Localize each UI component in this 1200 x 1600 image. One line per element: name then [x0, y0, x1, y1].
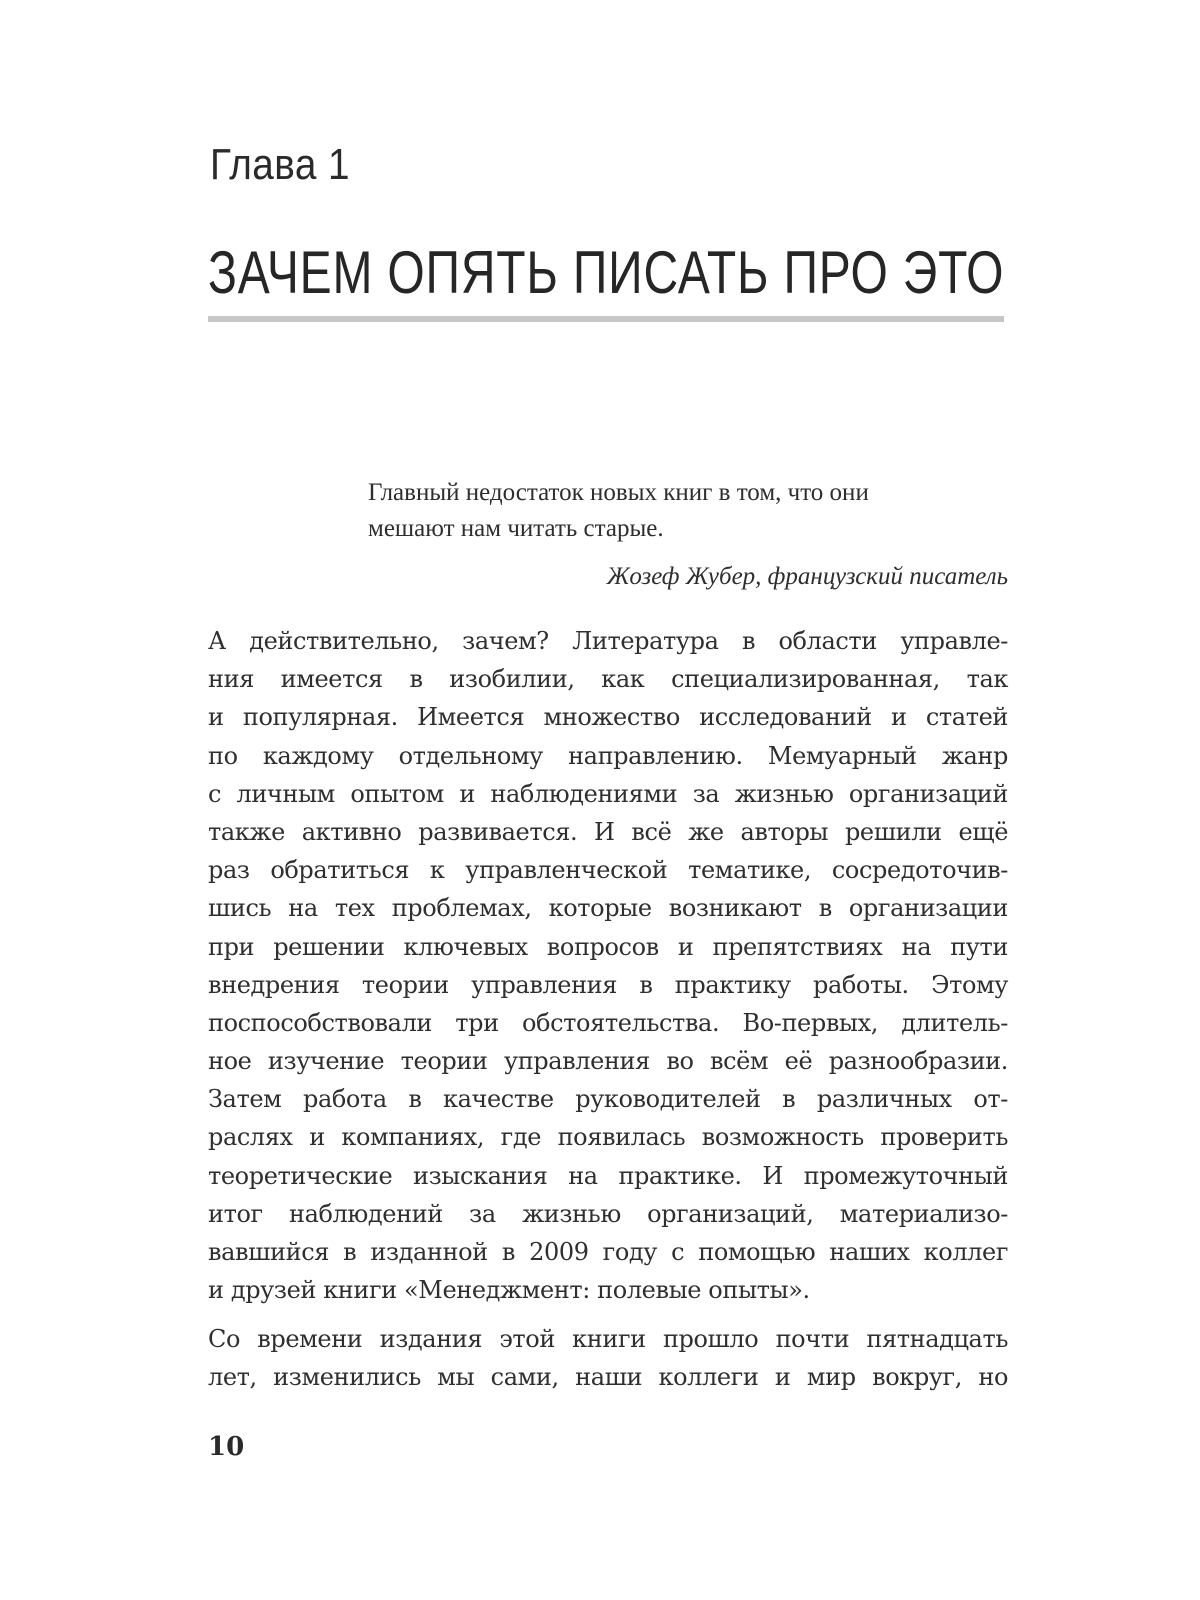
epigraph-line: мешают нам читать старые. — [368, 515, 664, 542]
text-line: при решении ключевых вопросов и препятствиях на пути — [208, 932, 1008, 961]
text-line: с личным опытом и наблюдениями за жизнью организаций — [208, 779, 1008, 808]
paragraph-1 — [208, 622, 1008, 1309]
text-line: лет, изменились мы сами, наши коллеги и мир вокруг, но — [208, 1363, 1008, 1392]
epigraph-quote — [368, 475, 1008, 547]
text-line: Со времени издания этой книги прошло почти пятнадцать — [208, 1325, 1008, 1353]
text-line: теоретические изыскания на практике. И промежуточный — [208, 1161, 1008, 1190]
text-line: вавшийся в изданной в 2009 году с помощью наших коллег — [208, 1238, 1008, 1266]
text-line: и популярная. Имеется множество исследований и статей — [208, 703, 1008, 732]
text-line: итог наблюдений за жизнью организаций, материализо- — [208, 1199, 1008, 1228]
epigraph-line: Главный недостаток новых книг в том, что они — [368, 479, 869, 506]
text-line: ния имеется в изобилии, как специализированная, так — [208, 665, 1008, 694]
text-line: раслях и компаниях, где появилась возможность проверить — [208, 1123, 1008, 1152]
text-line: и друзей книги «Менеджмент: полевые опыты». — [208, 1276, 810, 1305]
page-number: 10 — [208, 1432, 245, 1462]
text-line: Затем работа в качестве руководителей в различных от- — [208, 1085, 1008, 1114]
text-line: шись на тех проблемах, которые возникают в организации — [208, 894, 1008, 923]
text-line: раз обратиться к управленческой тематике, сосредоточив- — [208, 856, 1008, 885]
text-line: также активно развивается. И всё же авторы решили ещё — [208, 817, 1008, 846]
chapter-label: Глава 1 — [210, 140, 350, 189]
text-line: внедрения теории управления в практику работы. Этому — [208, 970, 1008, 999]
text-line: ное изучение теории управления во всём её разнообразии. — [208, 1047, 1008, 1076]
text-line: А действительно, зачем? Литература в области управле- — [208, 627, 1008, 655]
epigraph-author: Жозеф Жубер, французский писатель — [606, 563, 1008, 590]
paragraph-2 — [208, 1320, 1008, 1396]
chapter-title: ЗАЧЕМ ОПЯТЬ ПИСАТЬ ПРО ЭТО — [208, 239, 1005, 306]
text-line: поспособствовали три обстоятельства. Во-первых, длитель- — [208, 1008, 1008, 1037]
text-line: по каждому отдельному направлению. Мемуарный жанр — [208, 741, 1008, 770]
title-divider — [208, 316, 1004, 322]
